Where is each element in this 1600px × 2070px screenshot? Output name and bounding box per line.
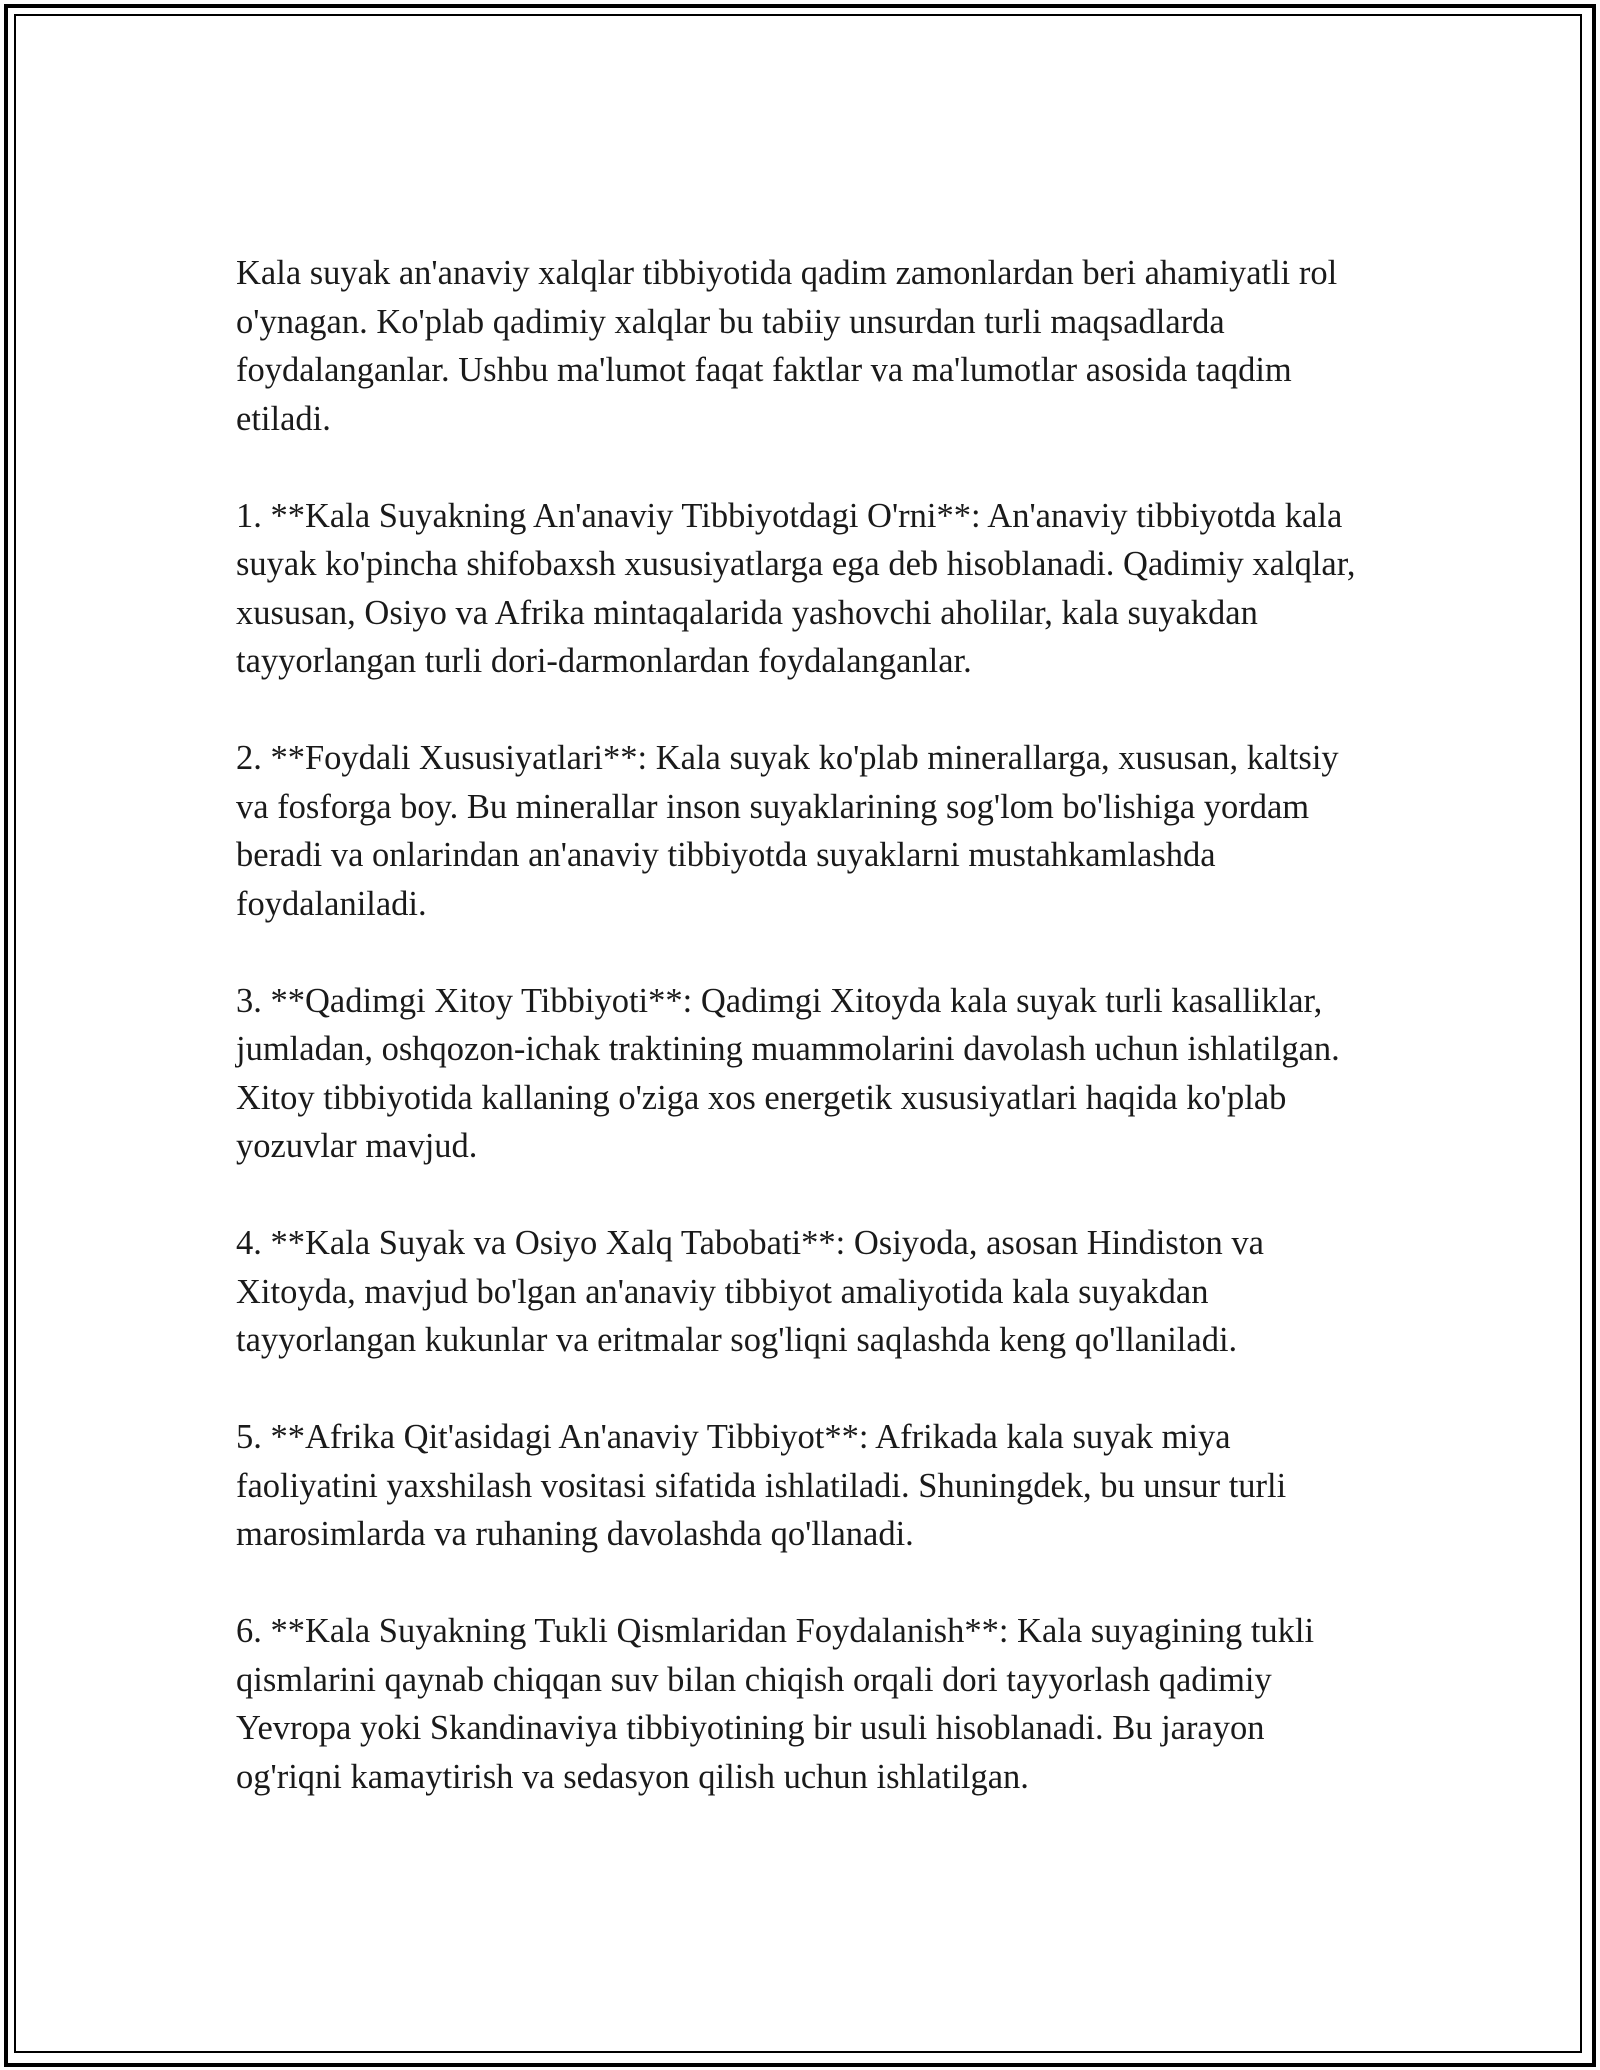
section-paragraph-6: 6. **Kala Suyakning Tukli Qismlaridan Foydalanish**: Kala suyagining tukli qismlarini qaynab chiqqan suv bilan chiqish orqali dori tayyorlash qadimiy Yevropa yoki Skandinaviya tibbiyotining bir usuli hisoblanadi. Bu jarayon og'riqni kamaytirish va sedasyon qilish uchun ishlatilgan. xyxy=(236,1612,1315,1796)
section-paragraph-2: 2. **Foydali Xususiyatlari**: Kala suyak ko'plab minerallarga, xususan, kaltsiy va fosforga boy. Bu minerallar inson suyaklarining sog'lom bo'lishiga yordam beradi va onlarindan an'anaviy tibbiyotda suyaklarni mustahkamlashda foydalaniladi. xyxy=(236,739,1339,923)
section-paragraph-3: 3. **Qadimgi Xitoy Tibbiyoti**: Qadimgi Xitoyda kala suyak turli kasalliklar, jumladan, oshqozon-ichak traktining muammolarini davolash uchun ishlatilgan. Xitoy tibbiyotida kallaning o'ziga xos energetik xususiyatlari haqida ko'plab yozuvlar mavjud. xyxy=(236,981,1340,1165)
document-body xyxy=(236,249,1376,1850)
section-paragraph-5: 5. **Afrika Qit'asidagi An'anaviy Tibbiyot**: Afrikada kala suyak miya faoliyatini yaxshilash vositasi sifatida ishlatiladi. Shuningdek, bu unsur turli marosimlarda va ruhaning davolashda qo'llanadi. xyxy=(236,1418,1287,1553)
section-paragraph-4: 4. **Kala Suyak va Osiyo Xalq Tabobati**: Osiyoda, asosan Hindiston va Xitoyda, mavjud bo'lgan an'anaviy tibbiyot amaliyotida kala suyakdan tayyorlangan kukunlar va eritmalar sog'liqni saqlashda keng qo'llaniladi. xyxy=(236,1224,1264,1359)
intro-paragraph: Kala suyak an'anaviy xalqlar tibbiyotida qadim zamonlardan beri ahamiyatli rol o'ynagan. Ko'plab qadimiy xalqlar bu tabiiy unsurdan turli maqsadlarda foydalanganlar. Ushbu ma'lumot faqat faktlar va ma'lumotlar asosida taqdim etiladi. xyxy=(236,254,1338,438)
section-paragraph-1: 1. **Kala Suyakning An'anaviy Tibbiyotdagi O'rni**: An'anaviy tibbiyotda kala suyak ko'pincha shifobaxsh xususiyatlarga ega deb hisoblanadi. Qadimiy xalqlar, xususan, Osiyo va Afrika mintaqalarida yashovchi aholilar, kala suyakdan tayyorlangan turli dori-darmonlardan foydalanganlar. xyxy=(236,496,1356,680)
